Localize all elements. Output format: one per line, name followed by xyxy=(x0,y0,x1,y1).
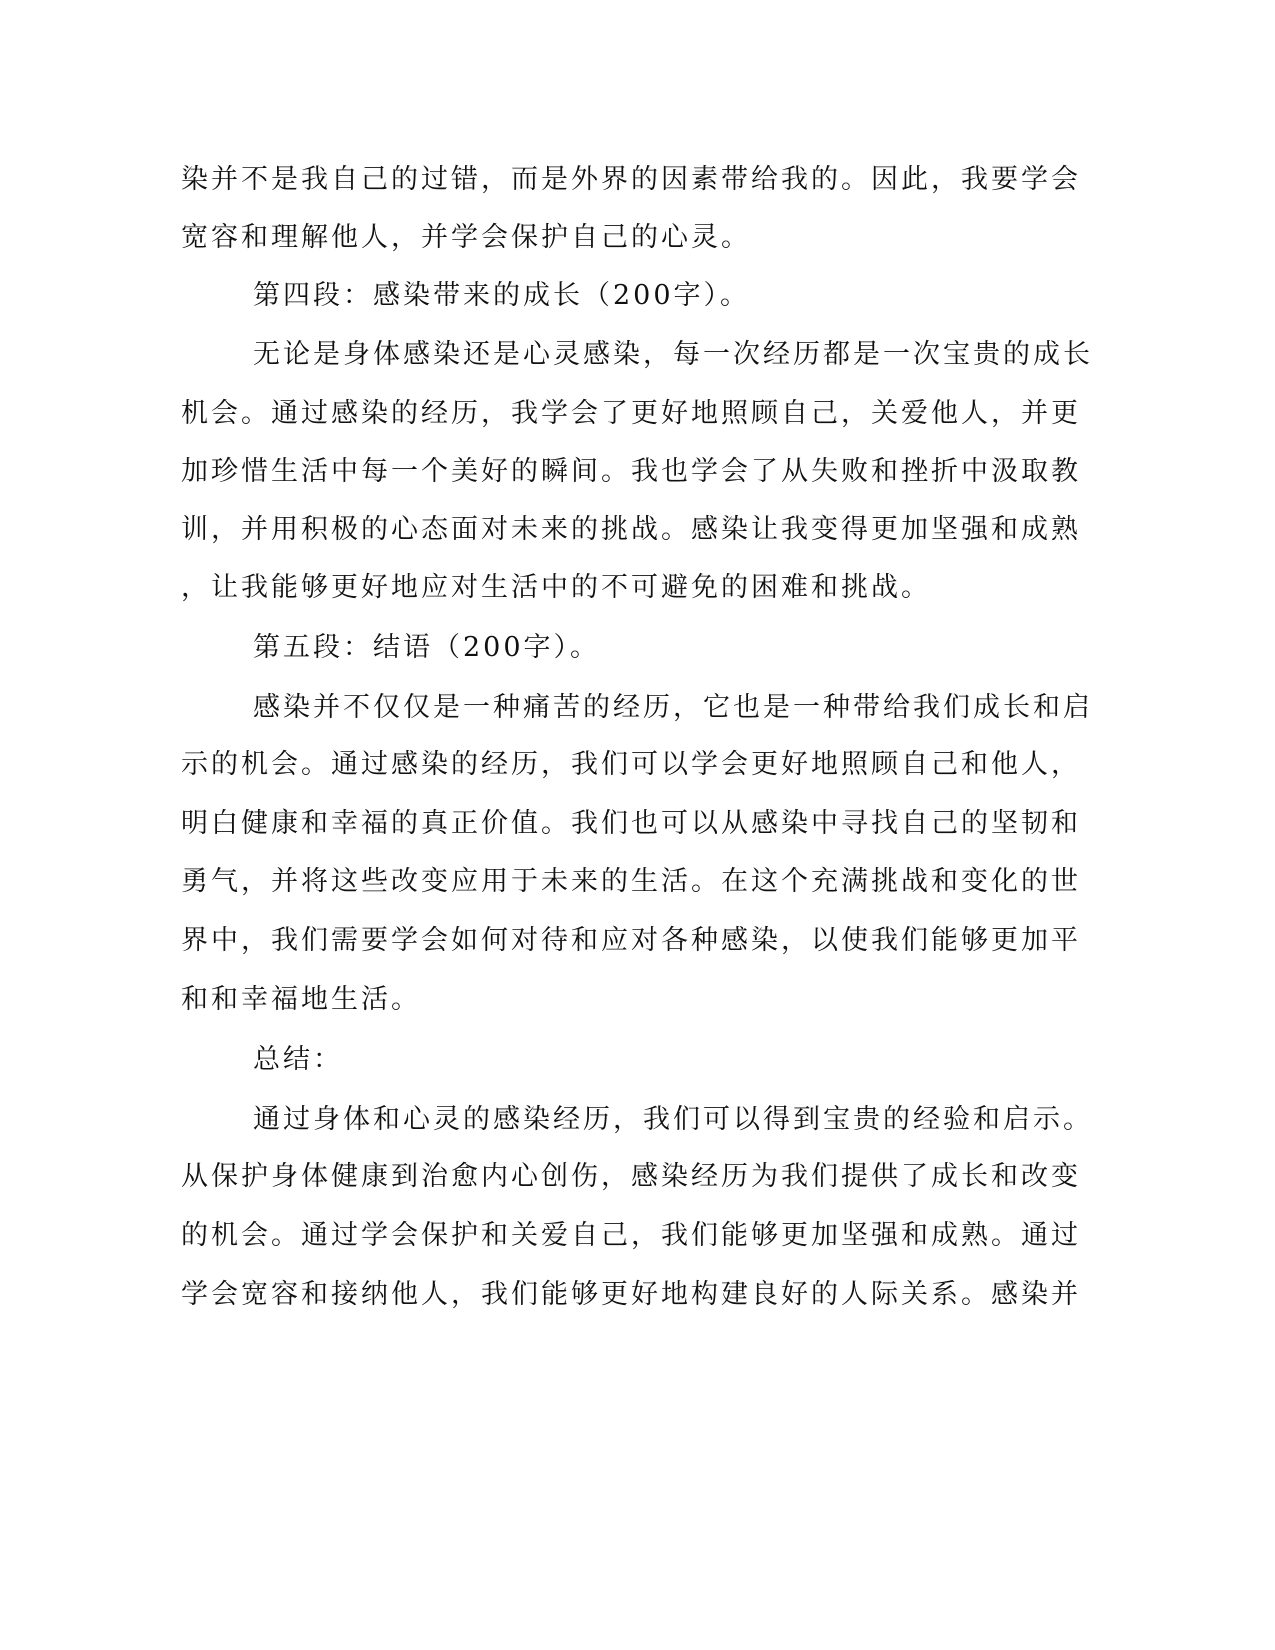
text-line: 无论是身体感染还是心灵感染，每一次经历都是一次宝贵的成长 xyxy=(253,339,1093,370)
section-heading: 第五段：结语（200字）。 xyxy=(253,632,601,663)
text-line: ，让我能够更好地应对生活中的不可避免的困难和挑战。 xyxy=(181,572,931,603)
text-line: 训，并用积极的心态面对未来的挑战。感染让我变得更加坚强和成熟 xyxy=(181,514,1081,545)
section-heading: 第四段：感染带来的成长（200字）。 xyxy=(253,280,751,311)
text-line: 的机会。通过学会保护和关爱自己，我们能够更加坚强和成熟。通过 xyxy=(181,1220,1081,1251)
text-line: 感染并不仅仅是一种痛苦的经历，它也是一种带给我们成长和启 xyxy=(253,692,1093,723)
text-line: 加珍惜生活中每一个美好的瞬间。我也学会了从失败和挫折中汲取教 xyxy=(181,456,1081,487)
text-line: 示的机会。通过感染的经历，我们可以学会更好地照顾自己和他人， xyxy=(181,749,1081,780)
text-line: 学会宽容和接纳他人，我们能够更好地构建良好的人际关系。感染并 xyxy=(181,1279,1081,1310)
text-line: 宽容和理解他人，并学会保护自己的心灵。 xyxy=(181,222,751,253)
text-line: 界中，我们需要学会如何对待和应对各种感染，以使我们能够更加平 xyxy=(181,925,1081,956)
text-line: 从保护身体健康到治愈内心创伤，感染经历为我们提供了成长和改变 xyxy=(181,1161,1081,1192)
text-line: 染并不是我自己的过错，而是外界的因素带给我的。因此，我要学会 xyxy=(181,164,1081,195)
text-line: 通过身体和心灵的感染经历，我们可以得到宝贵的经验和启示。 xyxy=(253,1104,1093,1135)
text-line: 明白健康和幸福的真正价值。我们也可以从感染中寻找自己的坚韧和 xyxy=(181,808,1081,839)
text-line: 勇气，并将这些改变应用于未来的生活。在这个充满挑战和变化的世 xyxy=(181,866,1081,897)
text-line: 机会。通过感染的经历，我学会了更好地照顾自己，关爱他人，并更 xyxy=(181,398,1081,429)
text-line: 和和幸福地生活。 xyxy=(181,984,421,1015)
section-heading: 总结： xyxy=(253,1044,343,1075)
